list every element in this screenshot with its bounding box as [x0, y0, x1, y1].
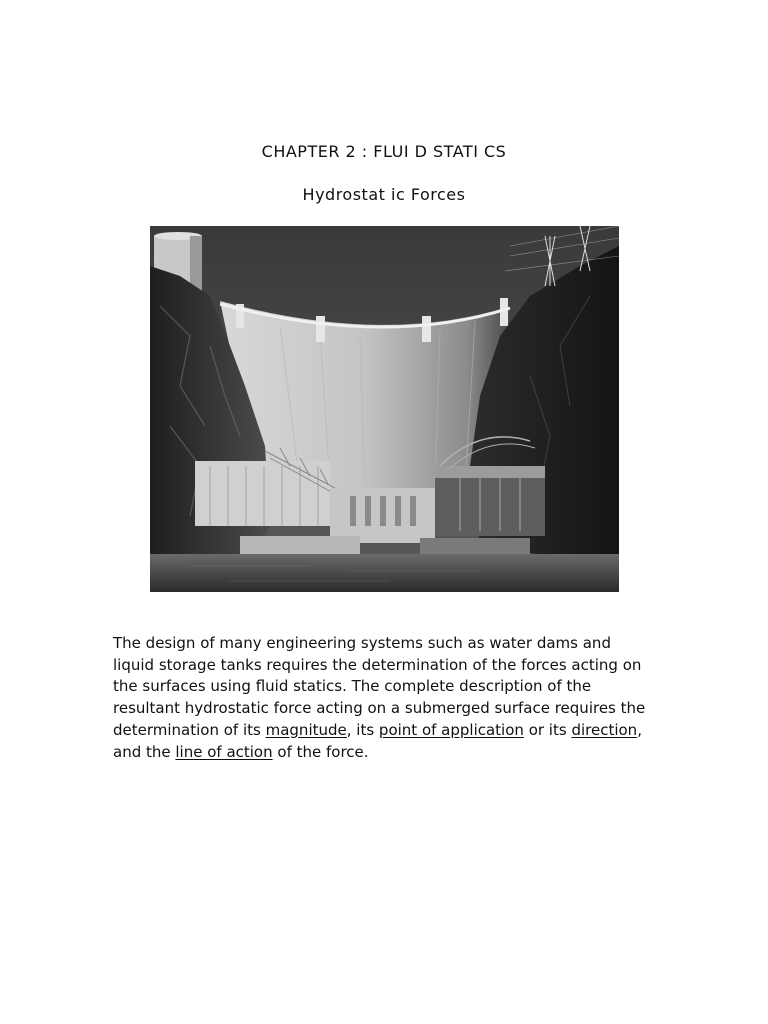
- paragraph-text: , and the: [113, 720, 642, 761]
- intro-paragraph: [113, 633, 653, 763]
- term-line-of-action: line of action: [175, 742, 273, 761]
- paragraph-text: The design of many engineering systems such as water dams and liquid storage tanks requires the determination of the forces acting on the surfaces using fluid statics. The complete description of the resultant hydrostatic force acting on a submerged surface requires the determination of its: [113, 634, 646, 739]
- dam-photograph: [150, 226, 619, 592]
- chapter-title: CHAPTER 2 : FLUI D STATI CS: [261, 142, 507, 161]
- term-magnitude: magnitude: [265, 720, 347, 739]
- term-direction: direction: [571, 720, 638, 739]
- term-point-of-application: point of application: [378, 720, 524, 739]
- section-subtitle: Hydrostat ic Forces: [302, 185, 466, 204]
- left-powerhouse: [195, 461, 330, 526]
- intake-tower: [316, 316, 325, 342]
- paragraph-text: , its: [346, 720, 379, 739]
- paragraph-text: of the force.: [272, 742, 369, 761]
- paragraph-text: or its: [523, 720, 572, 739]
- intake-tower: [422, 316, 431, 342]
- river-water: [150, 554, 619, 592]
